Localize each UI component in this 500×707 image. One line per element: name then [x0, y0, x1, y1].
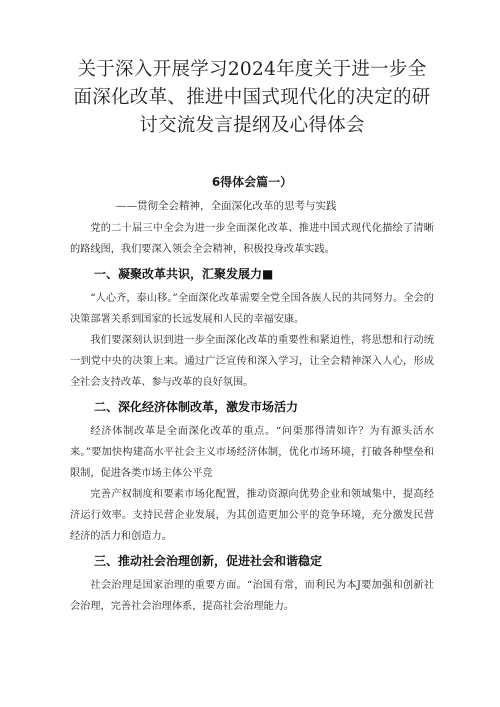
- title-line: 面深化改革、推进中国式现代化的决定的研: [73, 87, 431, 108]
- section-heading: 二、深化经济体制改革，激发市场活力: [94, 400, 299, 414]
- part-title: 6得体会篇一）: [211, 175, 293, 189]
- paragraph: 社会治理是国家治理的重要方面。“治国有常，而利民为本J要加强和创新社会治理，完善社会治理体系，提高社会治理能力。: [70, 580, 434, 612]
- section-heading: 一、凝聚改革共识，汇聚发展力■: [94, 267, 274, 281]
- document-title: [70, 56, 434, 140]
- paragraph: 我们要深刻认识到进一步全面深化改革的重要性和紧迫性，将思想和行动统一到党中央的决策上来。通过广泛宣传和深入学习，让全会精神深入人心，形成全社会支持改革、参与改革的良好氛围。: [70, 335, 434, 388]
- section-heading: 三、推动社会治理创新，促进社会和谐稳定: [94, 554, 323, 568]
- paragraph: 完善产权制度和要素市场化配置，推动资源向优势企业和领域集中，提高经济运行效率。支持民营企业发展，为其创造更加公平的竞争环境，充分激发民营经济的活力和创造力。: [70, 489, 434, 542]
- intro-paragraph: 党的二十届三中全会为进一步全面深化改革、推进中国式现代化描绘了清晰的路线图，我们要深入领会全会精神，积极投身改革实践。: [70, 223, 434, 255]
- title-line: 讨交流发言提纲及心得体会: [139, 115, 365, 136]
- paragraph: 经济体制改革是全面深化改革的重点。“问渠那得清如许？为有源头活水来。”要加快构建高水平社会主义市场经济体制，优化市场环境，打破各种壁垒和限制，促进各类市场主体公平竞: [70, 426, 434, 479]
- title-line: 关于深入开展学习2024年度关于进一步全: [77, 59, 427, 80]
- paragraph: “人心齐，泰山移。”全面深化改革需要全党全国各族人民的共同努力。全会的决策部署关系到国家的长远发展和人民的幸福安康。: [70, 293, 434, 325]
- subtitle: ——贯彻全会精神，全面深化改革的思考与实践: [116, 200, 337, 212]
